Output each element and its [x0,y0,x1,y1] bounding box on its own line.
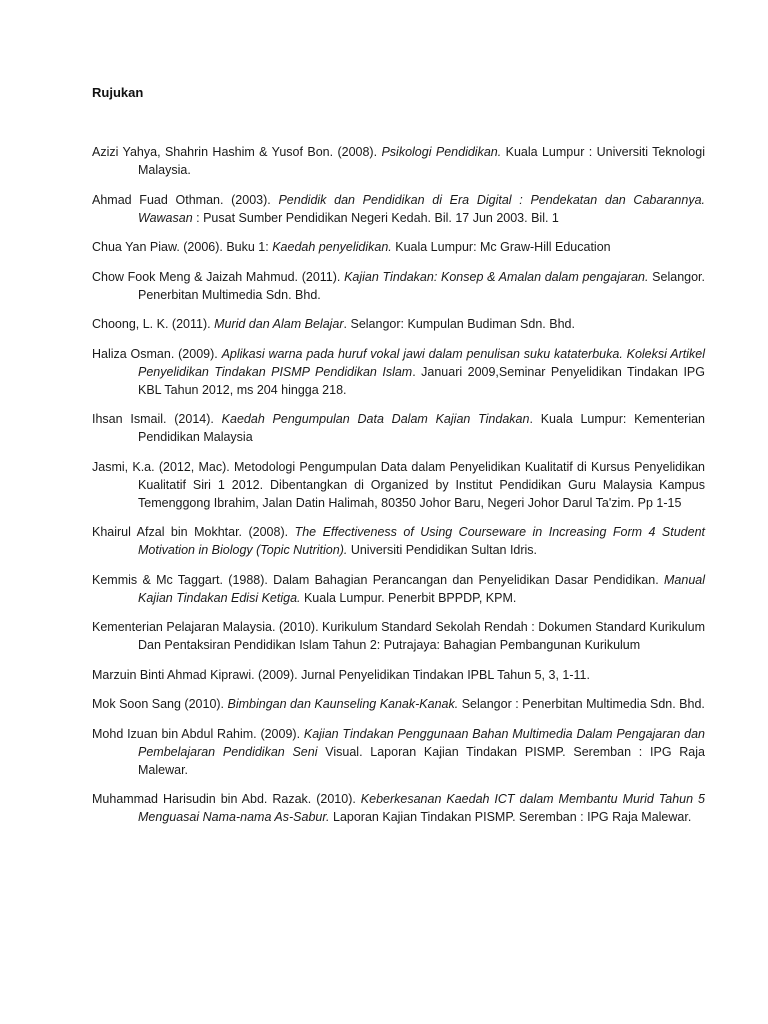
reference-text: : Pusat Sumber Pendidikan Negeri Kedah. Bil. 17 Jun 2003. Bil. 1 [192,210,559,225]
reference-title: Psikologi Pendidikan. [381,145,502,159]
reference-text: . Kuala Lumpur: Kementerian Pendidikan Malaysia [138,412,705,444]
reference-text: Chow Fook Meng & Jaizah Mahmud. (2011). [92,269,345,284]
reference-text: . Selangor: Kumpulan Budiman Sdn. Bhd. [343,317,575,331]
reference-entry [92,191,705,227]
reference-text: . Januari 2009,Seminar Penyelidikan Tindakan IPG KBL Tahun 2012, ms 204 hingga 218. [138,364,705,397]
reference-text: Azizi Yahya, Shahrin Hashim & Yusof Bon. (2008). [92,145,382,159]
reference-title: Manual Kajian Tindakan Edisi Ketiga. [138,572,705,605]
reference-entry [92,523,705,559]
reference-entry [92,345,705,399]
reference-title: The Effectiveness of Using Courseware in Increasing Form 4 Student Motivation in Biology (Topic Nutrition). [138,525,705,557]
reference-title: Kajian Tindakan Penggunaan Bahan Multimedia Dalam Pengajaran dan Pembelajaran Pendidikan Seni [138,726,705,759]
reference-text: Khairul Afzal bin Mokhtar. (2008). [92,525,295,539]
reference-text: Ihsan Ismail. (2014). [92,412,222,426]
reference-text: Kuala Lumpur: Mc Graw-Hill Education [391,240,611,254]
reference-entry [92,666,705,684]
reference-text: Ahmad Fuad Othman. (2003). [92,192,279,207]
reference-title: Kajian Tindakan: Konsep & Amalan dalam pengajaran. [344,269,649,284]
reference-text: Kemmis & Mc Taggart. (1988). Dalam Bahagian Perancangan dan Penyelidikan Dasar Pendidikan. [92,572,664,587]
reference-text: Mohd Izuan bin Abdul Rahim. (2009). [92,726,304,741]
reference-entry [92,725,705,779]
reference-title: Bimbingan dan Kaunseling Kanak-Kanak. [227,697,459,711]
reference-text: Choong, L. K. (2011). [92,317,215,331]
reference-text: Selangor. Penerbitan Multimedia Sdn. Bhd. [138,269,705,302]
reference-text: Selangor : Penerbitan Multimedia Sdn. Bhd. [458,697,705,711]
reference-text: Kementerian Pelajaran Malaysia. (2010). Kurikulum Standard Sekolah Rendah : Dokumen Standard Kurikulum Dan Pentaksiran Pendidikan Islam Tahun 2: Putrajaya: Bahagian Pembangunan Kurikulum [92,620,705,652]
reference-text: Chua Yan Piaw. (2006). Buku 1: [92,240,273,254]
reference-text: Haliza Osman. (2009). [92,346,222,361]
page-heading: Rujukan [92,85,144,100]
reference-text: Universiti Pendidikan Sultan Idris. [347,543,538,557]
reference-text: Laporan Kajian Tindakan PISMP. Seremban : IPG Raja Malewar. [329,810,692,824]
reference-title: Kaedah penyelidikan. [272,240,392,254]
reference-entry [92,458,705,512]
reference-entry [92,410,705,446]
reference-title: Kaedah Pengumpulan Data Dalam Kajian Tindakan [221,412,530,426]
reference-text: Mok Soon Sang (2010). [92,697,228,711]
reference-text: Visual. Laporan Kajian Tindakan PISMP. Seremban : IPG Raja Malewar. [138,744,705,777]
reference-entry [92,790,705,826]
reference-title: Pendidik dan Pendidikan di Era Digital : Pendekatan dan Cabarannya. Wawasan [138,192,706,225]
reference-title: Keberkesanan Kaedah ICT dalam Membantu Murid Tahun 5 Menguasai Nama-nama As-Sabur. [138,792,705,824]
reference-entry [92,618,705,654]
reference-entry [92,315,705,333]
reference-title: Murid dan Alam Belajar [214,317,344,331]
reference-list [92,143,705,838]
reference-text: Marzuin Binti Ahmad Kiprawi. (2009). Jurnal Penyelidikan Tindakan IPBL Tahun 5, 3, 1-11. [92,667,590,682]
reference-text: Kuala Lumpur : Universiti Teknologi Malaysia. [138,145,705,177]
reference-entry [92,695,705,713]
reference-entry [92,268,705,304]
reference-text: Muhammad Harisudin bin Abd. Razak. (2010). [92,792,361,806]
reference-entry [92,143,705,179]
reference-entry [92,238,705,256]
reference-text: Kuala Lumpur. Penerbit BPPDP, KPM. [300,590,517,605]
reference-title: Aplikasi warna pada huruf vokal jawi dalam penulisan suku kataterbuka. Koleksi Artikel Penyelidikan Tindakan PISMP Pendidikan Islam [138,346,705,379]
reference-entry [92,571,705,607]
reference-text: Jasmi, K.a. (2012, Mac). Metodologi Pengumpulan Data dalam Penyelidikan Kualitatif di Kursus Penyelidikan Kualitatif Siri 1 2012. Dibentangkan di Organized by Institut Pendidikan Guru Malaysia Kampus Temenggong Ibrahim, Jalan Datin Halimah, 80350 Johor Baru, Negeri Johor Darul Ta'zim. Pp 1-15 [92,459,705,510]
